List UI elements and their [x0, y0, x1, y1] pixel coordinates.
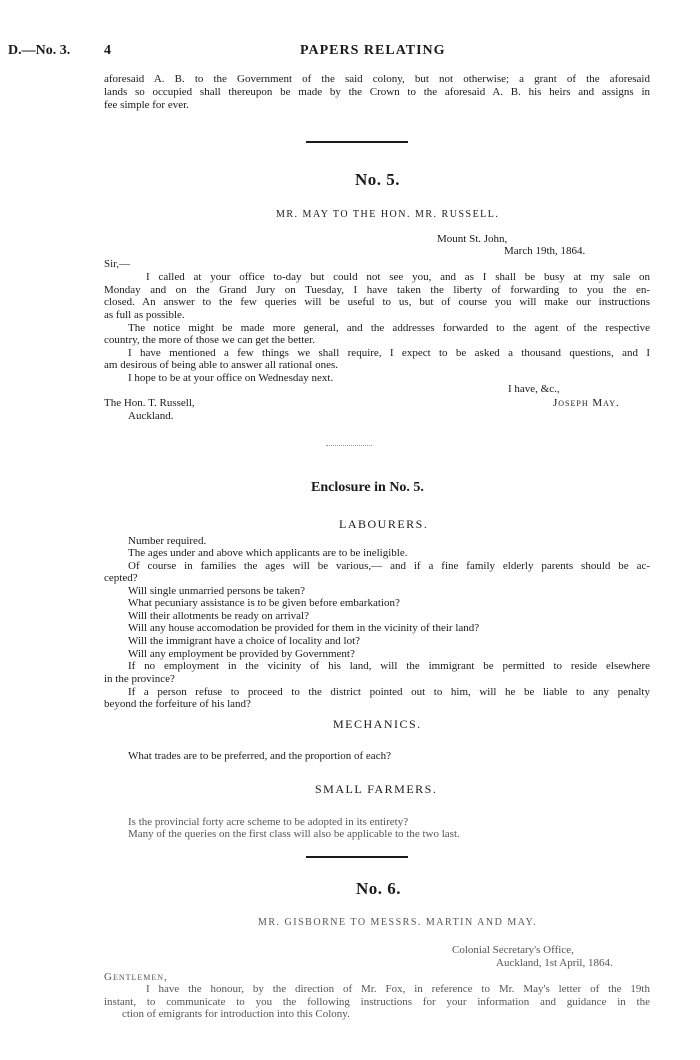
letter-line: I have the honour, by the direction of Mr. Fox, in reference to Mr. May's letter of the 19th [146, 983, 650, 995]
query-line: Will the immigrant have a choice of locality and lot? [128, 635, 361, 647]
closing: I have, &c., [508, 383, 560, 395]
query-line: Will any employment be provided by Government? [128, 648, 355, 660]
letter-date: Auckland, 1st April, 1864. [496, 957, 613, 969]
letter-line: Monday and on the Grand Jury on Tuesday, I have taken the liberty of forwarding to you the en- [104, 284, 650, 296]
letter-line: ction of emigrants for introduction into this Colony. [122, 1008, 350, 1020]
query-line: Is the provincial forty acre scheme to be adopted in its entirety? [128, 816, 409, 828]
signature: Joseph May. [553, 397, 620, 409]
dotted-separator [326, 445, 372, 446]
letter-number: No. 6. [356, 879, 402, 898]
query-line: The ages under and above which applicants are to be ineligible. [128, 547, 408, 559]
enclosure-title: Enclosure in No. 5. [311, 480, 424, 495]
query-line: If a person refuse to proceed to the district pointed out to him, will he be liable to any penalty [128, 686, 650, 698]
query-line: beyond the forfeiture of his land? [104, 698, 251, 710]
letter-line: country, the more of those we can get the better. [104, 334, 315, 346]
query-line: Will their allotments be ready on arrival? [128, 610, 309, 622]
query-line: Number required. [128, 535, 207, 547]
addressee-place: Auckland. [128, 410, 174, 422]
salutation: Sir,— [104, 258, 131, 270]
query-line: Will any house accomodation be provided for them in the vicinity of their land? [128, 622, 480, 634]
query-line: If no employment in the vicinity of his land, will the immigrant be permitted to reside elsewhere [128, 660, 650, 672]
section-divider [306, 141, 408, 143]
query-line: What trades are to be preferred, and the proportion of each? [128, 750, 391, 762]
letter-address: Mount St. John, [437, 233, 508, 245]
letter-line: I hope to be at your office on Wednesday next. [128, 372, 334, 384]
letter-line: I have mentioned a few things we shall require, I expect to be asked a thousand questions, and I [128, 347, 650, 359]
letter-heading: MR. MAY TO THE HON. MR. RUSSELL. [276, 209, 500, 220]
letter-line: as full as possible. [104, 309, 185, 321]
letter-line: am desirous of being able to answer all rational ones. [104, 359, 338, 371]
query-line: cepted? [104, 572, 138, 584]
letter-line: The notice might be made more general, and the addresses forwarded to the agent of the respective [128, 322, 650, 334]
query-line: What pecuniary assistance is to be given before embarkation? [128, 597, 400, 609]
page-number: 4 [104, 43, 111, 58]
continuation-line: aforesaid A. B. to the Government of the said colony, but not otherwise; a grant of the aforesaid [104, 73, 650, 85]
salutation: Gentlemen, [104, 971, 168, 983]
continuation-line: fee simple for ever. [104, 99, 189, 111]
page-title: PAPERS RELATING [300, 43, 446, 58]
query-line: Will single unmarried persons be taken? [128, 585, 306, 597]
mechanics-heading: MECHANICS. [333, 717, 422, 731]
letter-line: instant, to communicate to you the following instructions for your information and guidance in the [104, 996, 650, 1008]
query-line: in the province? [104, 673, 175, 685]
letter-heading: MR. GISBORNE TO MESSRS. MARTIN AND MAY. [258, 917, 537, 928]
section-divider [306, 856, 408, 858]
letter-line: I called at your office to-day but could not see you, and as I shall be busy at my sale on [146, 271, 650, 283]
letter-number: No. 5. [355, 170, 401, 189]
farmers-heading: SMALL FARMERS. [315, 782, 438, 796]
query-line: Many of the queries on the first class will also be applicable to the two last. [128, 828, 460, 840]
continuation-line: lands so occupied shall thereupon be made by the Crown to the aforesaid A. B. his heirs and assigns in [104, 86, 650, 98]
addressee: The Hon. T. Russell, [104, 397, 195, 409]
letter-address: Colonial Secretary's Office, [452, 944, 574, 956]
letter-date: March 19th, 1864. [504, 245, 586, 257]
doc-reference: D.—No. 3. [8, 43, 71, 58]
letter-line: closed. An answer to the few queries will be useful to us, but of course you will make our instructions [104, 296, 650, 308]
labourers-heading: LABOURERS. [339, 517, 429, 531]
query-line: Of course in families the ages will be various,— and if a fine family elderly parents should be ac- [128, 560, 650, 572]
